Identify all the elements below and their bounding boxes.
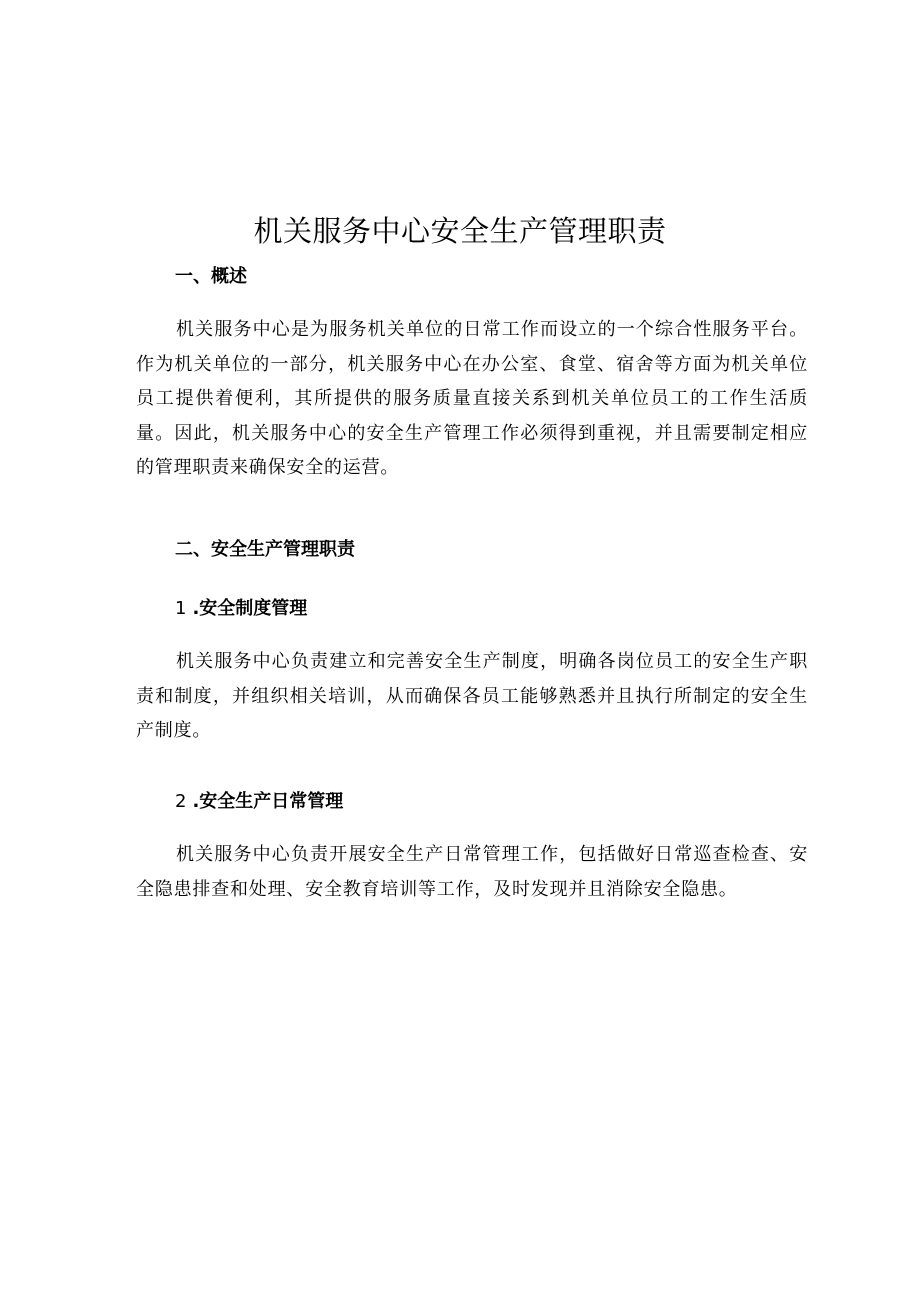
- subsection-label: .安全制度管理: [192, 598, 308, 619]
- section-heading-responsibilities: 二、安全生产管理职责: [175, 539, 355, 560]
- subsection-heading-safety-rules: [175, 594, 307, 624]
- subsection-label: .安全生产日常管理: [192, 791, 344, 812]
- safety-rules-paragraph: 机关服务中心负责建立和完善安全生产制度，明确各岗位员工的安全生产职责和制度，并组织相关培训，从而确保各员工能够熟悉并且执行所制定的安全生产制度。: [136, 651, 808, 741]
- subsection-number: 2: [175, 791, 187, 812]
- document-title: 机关服务中心安全生产管理职责: [253, 214, 667, 248]
- daily-management-paragraph: 机关服务中心负责开展安全生产日常管理工作，包括做好日常巡查检查、安全隐患排查和处理、安全教育培训等工作，及时发现并且消除安全隐患。: [136, 844, 808, 900]
- subsection-number: 1: [175, 598, 187, 619]
- subsection-heading-daily-management: [175, 787, 343, 817]
- section-heading-overview: 一、概述: [175, 266, 247, 287]
- overview-paragraph: 机关服务中心是为服务机关单位的日常工作而设立的一个综合性服务平台。作为机关单位的一部分，机关服务中心在办公室、食堂、宿舍等方面为机关单位员工提供着便利，其所提供的服务质量直接关系到机关单位员工的工作生活质量。因此，机关服务中心的安全生产管理工作必须得到重视，并且需要制定相应的管理职责来确保安全的运营。: [136, 319, 808, 478]
